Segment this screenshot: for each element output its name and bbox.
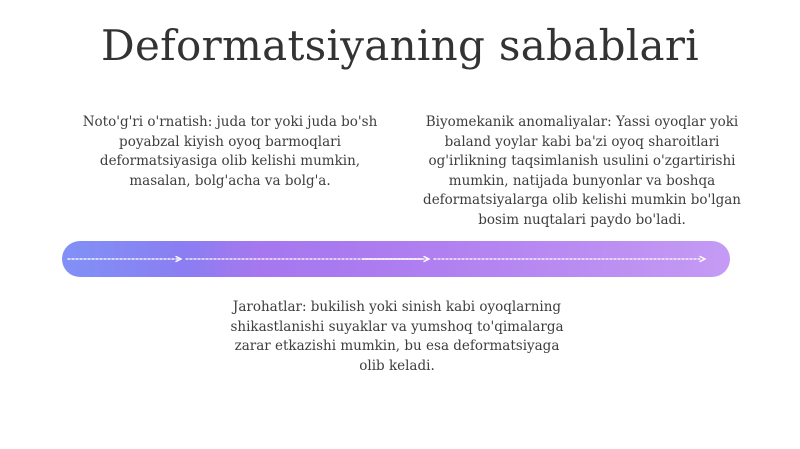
slide-title: Deformatsiyaning sabablari [101, 21, 699, 70]
cause-text-improper-fit: Noto'g'ri o'rnatish: juda tor yoki juda bo'sh poyabzal kiyish oyoq barmoqlari deformatsiyasiga olib kelishi mumkin, masalan, bolg'acha va bolg'a. [82, 114, 378, 189]
cause-text-biomechanical: Biyomekanik anomaliyalar: Yassi oyoqlar yoki baland yoylar kabi ba'zi oyoq sharoitlari og'irlikning taqsimlanish usulini o'zgartirishi mumkin, natijada bunyonlar va boshqa deformatsiyalarga olib kelishi mumkin bo'lgan bosim nuqtalari paydo bo'ladi. [423, 114, 741, 228]
timeline-bar [62, 241, 730, 277]
timeline-arrow-3 [700, 257, 705, 262]
timeline-arrows [62, 241, 730, 277]
cause-text-injuries: Jarohatlar: bukilish yoki sinish kabi oyoqlarning shikastlanishi suyaklar va yumshoq to'qimalarga zarar etkazishi mumkin, bu esa deformatsiyaga olib keladi. [230, 299, 564, 374]
